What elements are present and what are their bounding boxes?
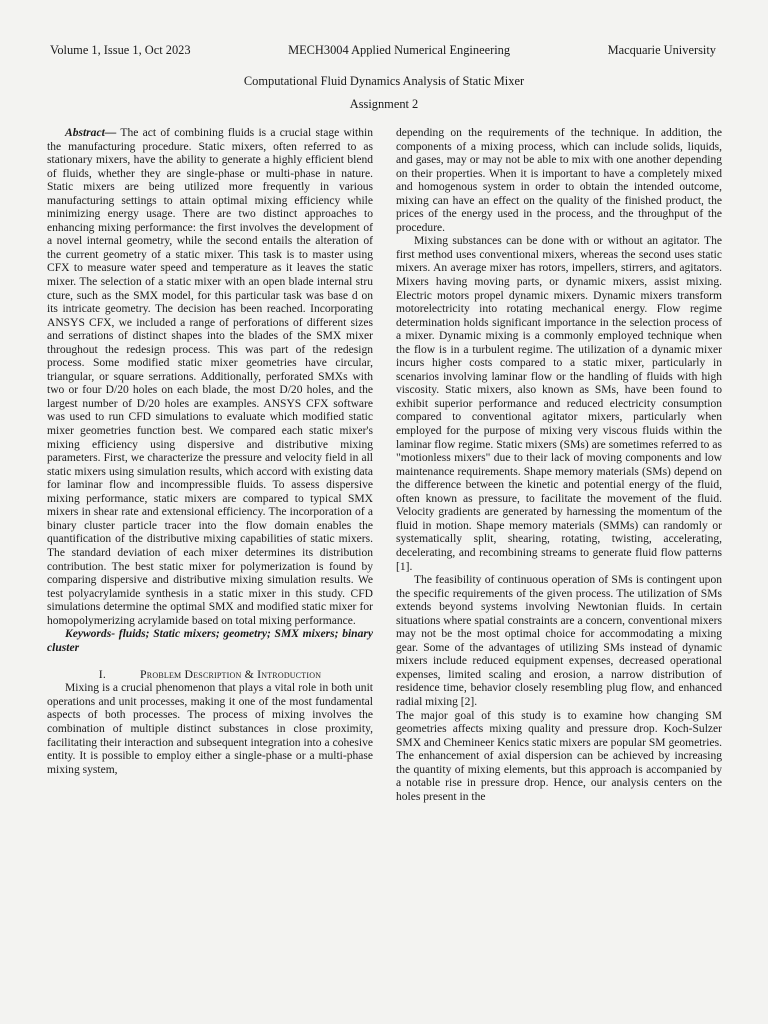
intro-paragraph-3: The feasibility of continuous operation of SMs is contingent upon the specific requirements of the given process. The utilization of SMs extends beyond systems involving Newtonian fluids. In certain situations where spatial constraints are a concern, conventional mixers may not be the most optimal choice for accommodating a mixing gear. Some of the advantages of utilizing SMs instead of dynamic mixers include reduced equipment expenses, decreased operational expenses, limited scaling and erosion, a narrow distribution of residence time, behavior closely resembling plug flow, and enhanced radial mixing [2]. bbox=[396, 574, 722, 708]
intro-paragraph-4: The major goal of this study is to examine how changing SM geometries affects mixing quality and pressure drop. Koch-Sulzer SMX and Chemineer Kenics static mixers are popular SM geometries. The enhancement of axial dispersion can be achieved by increasing the quantity of mixing elements, but this approach is accompanied by a notable rise in pressure drop. Hence, our analysis centers on the holes present in the bbox=[396, 709, 722, 803]
left-column bbox=[47, 127, 373, 777]
paper-subtitle: Assignment 2 bbox=[349, 97, 419, 111]
header-university: Macquarie University bbox=[607, 43, 716, 57]
intro-paragraph-1: Mixing is a crucial phenomenon that plays a vital role in both unit operations and unit processes, making it one of the most fundamental aspects of both processes. The process of mixing involves the combination of multiple distinct substances in close proximity, facilitating their interaction and subsequent integration into a cohesive entity. It is possible to employ either a single-phase or a multi-phase mixing system, bbox=[47, 682, 373, 776]
abstract-paragraph bbox=[47, 127, 373, 628]
keywords-text: fluids; Static mixers; geometry; SMX mixers; binary cluster bbox=[47, 628, 373, 654]
keywords-label: Keywords- bbox=[65, 628, 116, 641]
running-header bbox=[50, 42, 716, 58]
intro-paragraph-1-continued: depending on the requirements of the technique. In addition, the components of a mixing process, which can include solids, liquids, and gases, may or may not be able to mix with one another depending on their properties. When it is important to have a completely mixed and homogenous system in order to obtain the intended outcome, mixing can have an effect on the quality of the finished product, the prices of the energy used in the process, and the throughput of the procedure. bbox=[396, 127, 722, 234]
intro-paragraph-2: Mixing substances can be done with or without an agitator. The first method uses conventional mixers, whereas the second uses static mixers. An average mixer has rotors, impellers, stirrers, and agitators. Mixers having moving parts, or dynamic mixers, assist mixing. Electric motors propel dynamic mixers. Dynamic mixers transform motorelectricity into rotating mechanical energy. Flow regime determination holds significant importance in the selection process of a mixer. Dynamic mixing is a commonly employed technique when the flow is in a turbulent regime. The utilization of a dynamic mixer incurs higher costs compared to a static mixer, particularly in scenarios involving laminar flow or the handling of fluids with high viscosity. Static mixers, also known as SMs, have been found to exhibit superior performance and reduced electricity consumption compared to conventional agitator mixers, particularly when employed for the purpose of mixing very viscous fluids within the laminar flow regime. Static mixers (SMs) are sometimes referred to as "motionless mixers" due to their lack of moving components and low maintenance requirements. Shape memory materials (SMs) depend on the difference between the kinetic and potential energy of the fluid, often known as pressure, to facilitate the movement of the fluid. Velocity gradients are generated by harnessing the momentum of the fluid in motion. Shape memory materials (SMMs) can randomly or systematically split, shearing, rotating, twisting, accelerating, decelerating, and recombining streams to generate fluid flow patterns [1]. bbox=[396, 235, 722, 573]
right-column bbox=[396, 127, 722, 804]
keywords-paragraph bbox=[47, 628, 373, 655]
section-heading-1 bbox=[47, 667, 373, 681]
section-title: Problem Description & Introduction bbox=[140, 667, 322, 682]
abstract-text: The act of combining fluids is a crucial stage within the manufacturing procedure. Static mixers, often referred to as stationary mixers, have the ability to generate a highly efficient blend of fluids, whether they are single-phase or multi-phase in nature. Static mixers are being utilized more frequently in various manufacturing settings to attain optimal mixing efficiency while minimizing energy usage. There are two distinct approaches to enhancing mixing performance: the first involves the development of a novel internal geometry, while the second entails the alteration of the current geometry of a static mixer. This task is to master using CFX to measure water speed and temperature as it leaves the static mixer. The selection of a static mixer with an open blade internal stru cture, such as the SMX model, for this particular task was base d on its intricate geometry. The decision has been reached. Incorporating ANSYS CFX, we included a range of perforations of different sizes and serrations of distinct shapes into the blades of the SMX mixer throughout the redesign process. This was part of the redesign process. Some modified static mixer geometries have circular, triangular, or square serrations. Additionally, perforated SMXs with two or four D/20 holes on each blade, the most D/20 holes, and the largest number of D/20 holes are examples. ANSYS CFX software was used to run CFD simulations to evaluate which modified static mixer geometries function best. We compared each static mixer's mixing efficiency using dispersive and distributive mixing parameters. First, we characterize the pressure and velocity field in all static mixers using simulation results, which accord with existing data for laminar flow and incompressible fluids. To assess dispersive mixing performance, static mixers are compared to typical SMX mixers in shear rate and extensional efficiency. The incorporation of a binary cluster particle tracer into the flow domain enables the quantification of the distributive mixing capabilities of static mixers. The standard deviation of each mixer determines its distribution contribution. The best static mixer for polymerization is found by comparing dispersive and distributive mixing simulation results. We test polyacrylamide synthesis in a static mixer in this study. CFD simulations determine the optimal SMX and modified static mixer for homopolymerizing acrylamide based on total mixing performance. bbox=[47, 127, 373, 627]
abstract-label: Abstract— bbox=[65, 127, 117, 139]
title-block bbox=[0, 70, 768, 116]
header-volume: Volume 1, Issue 1, Oct 2023 bbox=[50, 43, 191, 57]
header-course: MECH3004 Applied Numerical Engineering bbox=[288, 43, 511, 57]
section-number: I. bbox=[98, 667, 107, 682]
paper-title: Computational Fluid Dynamics Analysis of Static Mixer bbox=[243, 74, 525, 88]
